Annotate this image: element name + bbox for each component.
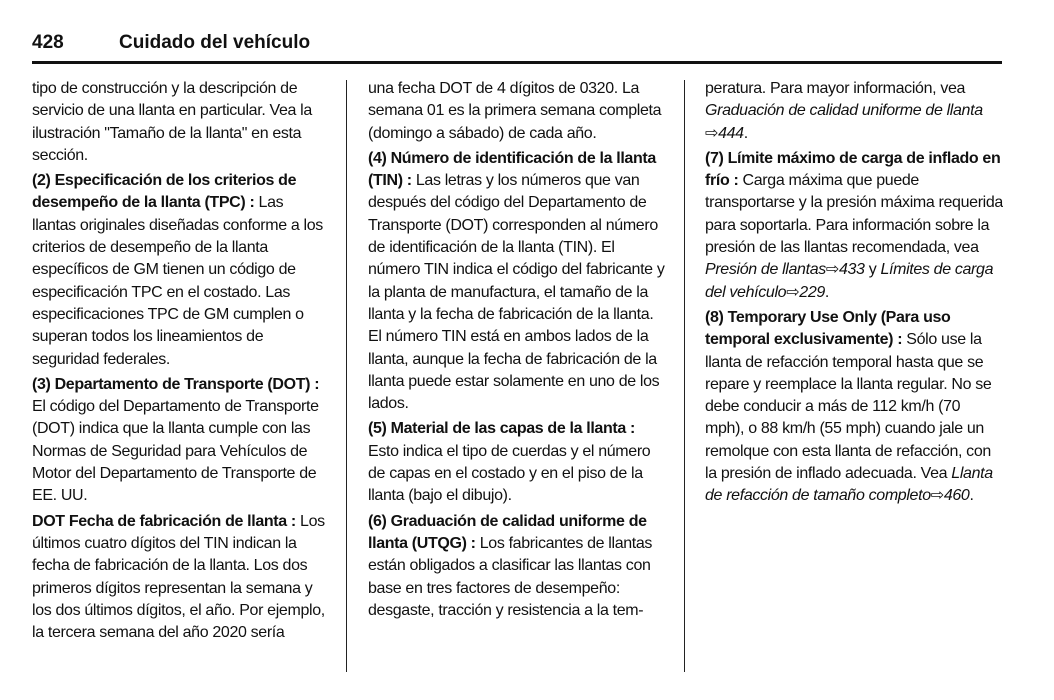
section-temporary-use-heading: (8) Temporary Use Only (Para uso temporal exclusivamente) : — [705, 308, 951, 349]
page-header — [32, 32, 1002, 60]
header-rule — [32, 61, 1002, 64]
section-temporary-use: (8) Temporary Use Only (Para uso temporal exclusivamente) : Sólo use la llanta de refacción temporal hasta que se repare y reemplace la llanta regular. No se debe conducir a más de 112 km/h (70 mph), o 88 km/h (55 mph) cuando jale un remolque con esta llanta de refacción, con la presión de inflado adecuada. Vea Llanta de refacción de tamaño completo⇨460. — [705, 308, 993, 505]
link-full-size-spare-page[interactable]: 460 — [943, 487, 970, 505]
column-1 — [32, 78, 330, 644]
link-load-limits-page[interactable]: 229 — [799, 283, 825, 301]
section-dot-date — [32, 511, 330, 645]
section-dot-text: El código del Departamento de Transporte (DOT) indica que la llanta cumple con las Normas de Seguridad para Vehículos de Motor del Departamento de Transporte de EE. UU. — [32, 398, 319, 505]
link-utqg[interactable]: Graduación de calidad uniforme de llanta — [705, 102, 983, 120]
section-ply — [368, 418, 666, 507]
section-ply-heading: (5) Material de las capas de la llanta : — [368, 420, 636, 438]
section-utqg-text: Los fabricantes de llantas están obligados a clasificar las llantas con base en tres factores de desempeño: desgaste, tracción y resistencia a la tem- — [368, 534, 653, 619]
column-2 — [368, 78, 666, 622]
section-tpc-text: Las llantas originales diseñadas conforme a los criterios de desempeño de la llanta específicos de GM tienen un código de especificación TPC en el costado. Las especificaciones TPC de GM cumplen o superan todos los lineamientos de seguridad federales. — [32, 194, 323, 368]
section-tin-heading: (4) Número de identificación de la llanta (TIN) : — [368, 149, 656, 190]
page-title: Cuidado del vehículo — [119, 32, 311, 53]
section-load-limit-text: Carga máxima que puede transportarse y la presión máxima requerida para soportarla. Para información sobre la presión de las llantas recomendada, vea — [705, 172, 1003, 257]
section-utqg — [368, 511, 666, 622]
arrow-right-icon: ⇨ — [786, 283, 800, 301]
col3-intro: peratura. Para mayor información, vea Graduación de calidad uniforme de llanta ⇨444. — [705, 80, 983, 142]
section-tin-text: Las letras y los números que van después del código del Departamento de Transporte (DOT) corresponden al número de identificación de la llanta (TIN). El número TIN indica el código del fabricante y la planta de manufactura, el tamaño de la llanta y la fecha de fabricación de la llanta. El número TIN está en ambos lados de la llanta, aunque la fecha de fabricación de la llanta puede estar solamente en uno de los lados. — [368, 172, 665, 413]
col2-intro: una fecha DOT de 4 dígitos de 0320. La semana 01 es la primera semana completa (domingo a sábado) de cada año. — [368, 80, 662, 142]
section-tpc-heading: (2) Especificación de los criterios de desempeño de la llanta (TPC) : — [32, 172, 297, 212]
column-divider-2 — [684, 80, 685, 672]
link-tire-pressure[interactable]: Presión de llantas — [705, 261, 826, 279]
section-ply-text: Esto indica el tipo de cuerdas y el número de capas en el costado y en el piso de la llanta (bajo el dibujo). — [368, 442, 651, 505]
link-load-limits[interactable]: Límites de carga del vehículo — [705, 261, 994, 301]
section-dot — [32, 374, 330, 508]
section-load-limit-heading: (7) Límite máximo de carga de inflado en frío : — [705, 149, 1001, 190]
section-tin — [368, 148, 666, 416]
conjunction: y — [864, 261, 881, 279]
section-dot-heading: (3) Departamento de Transporte (DOT) : — [32, 375, 320, 393]
arrow-right-icon: ⇨ — [705, 124, 719, 142]
section-dot-date-text: Los últimos cuatro dígitos del TIN indican la fecha de fabricación de la llanta. Los dos primeros dígitos representan la semana y los dos últimos dígitos, el año. Por ejemplo, la tercera semana del año 2020 sería — [32, 512, 325, 642]
section-load-limit: (7) Límite máximo de carga de inflado en frío : Carga máxima que puede transportarse y la presión máxima requerida para soportarla. Para información sobre la presión de las llantas recomendada, vea Presión de llantas⇨433 y Límites de carga del vehículo⇨229. — [705, 149, 1003, 301]
link-utqg-page[interactable]: 444 — [718, 124, 744, 142]
arrow-right-icon: ⇨ — [825, 261, 839, 279]
page-number: 428 — [32, 32, 64, 53]
section-utqg-heading: (6) Graduación de calidad uniforme de llanta (UTQG) : — [368, 512, 647, 552]
arrow-right-icon: ⇨ — [930, 487, 944, 505]
column-3 — [705, 78, 1003, 508]
column-divider-1 — [346, 80, 347, 672]
section-dot-date-heading: DOT Fecha de fabricación de llanta : — [32, 512, 296, 530]
section-temporary-use-text: Sólo use la llanta de refacción temporal hasta que se repare y reemplace la llanta regular. No se debe conducir a más de 112 km/h (70 mph), o 88 km/h (55 mph) cuando jale un remolque con esta llanta de refacción, con la presión de inflado adecuada. Vea — [705, 331, 992, 483]
col1-intro: tipo de construcción y la descripción de servicio de una llanta en particular. Vea la ilustración "Tamaño de la llanta" en esta sección. — [32, 80, 312, 164]
link-tire-pressure-page[interactable]: 433 — [838, 261, 865, 279]
section-tpc — [32, 170, 330, 371]
link-full-size-spare[interactable]: Llanta de refacción de tamaño completo — [705, 465, 993, 505]
